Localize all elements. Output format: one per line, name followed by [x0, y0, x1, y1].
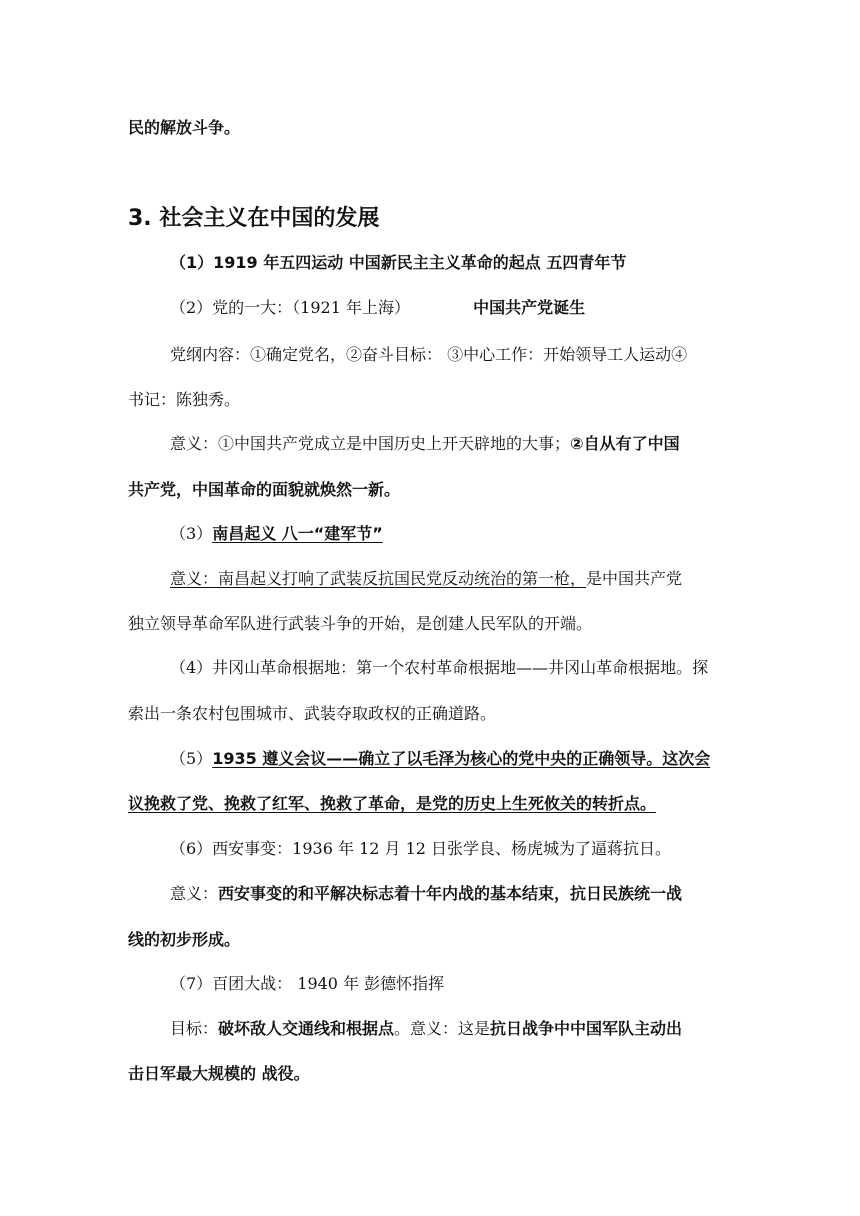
item-5-line2: 议挽救了党、挽救了红军、挽救了革命，是党的历史上生死攸关的转折点。 [128, 794, 657, 813]
item-6-meaning-line2: 线的初步形成。 [128, 930, 241, 949]
item-2-meaning-line1 [170, 434, 680, 454]
item-4-line2: 索出一条农村包围城市、武装夺取政权的正确道路。 [128, 704, 497, 723]
item-5-text-1: 1935 遵义会议——确立了以毛泽为核心的党中央的正确领导。这次会 [212, 749, 711, 768]
item-2 [170, 298, 585, 318]
item-6-meaning-label: 意义： [170, 884, 219, 903]
item-2-meaning-plain: 意义：①中国共产党成立是中国历史上开天辟地的大事； [170, 434, 571, 453]
item-2-label: （2）党的一大：（1921 年上海） [170, 298, 410, 317]
item-5-num: （5） [170, 749, 213, 768]
item-1: （1）1919 年五四运动 中国新民主主义革命的起点 五四青年节 [170, 253, 627, 272]
item-2-bold: 中国共产党诞生 [473, 298, 586, 317]
item-7-goal-label: 目标： [170, 1019, 219, 1038]
item-3-meaning-underlined: 意义：南昌起义打响了武装反抗国民党反动统治的第一枪， [170, 569, 587, 588]
item-7-goal-bold1: 破坏敌人交通线和根据点 [218, 1019, 395, 1038]
item-3-meaning-rest: 是中国共产党 [586, 569, 683, 588]
item-6: （6）西安事变：1936 年 12 月 12 日张学良、杨虎城为了逼蒋抗日。 [170, 839, 672, 858]
item-3-title: 南昌起义 八一“建军节” [212, 524, 383, 543]
item-5-line1 [170, 749, 710, 769]
section-heading: 3. 社会主义在中国的发展 [128, 206, 380, 231]
item-2-meaning-line2: 共产党，中国革命的面貌就焕然一新。 [128, 480, 401, 499]
lead-fragment: 民的解放斗争。 [128, 118, 241, 137]
item-3-meaning-line2: 独立领导革命军队进行武装斗争的开始，是创建人民军队的开端。 [128, 614, 593, 633]
item-3-meaning-line1 [160, 569, 682, 589]
item-4-line1: （4）井冈山革命根据地：第一个农村革命根据地——井冈山革命根据地。探 [170, 658, 709, 677]
item-3 [170, 524, 383, 544]
item-7-goal-mid: 。意义：这是 [394, 1019, 491, 1038]
item-2-program-line2: 书记：陈独秀。 [128, 390, 241, 409]
item-2-program-line1: 党纲内容：①确定党名，②奋斗目标： ③中心工作：开始领导工人运动④ [170, 345, 688, 364]
item-7-goal-bold2: 抗日战争中中国军队主动出 [490, 1019, 683, 1038]
item-7-goal-line1 [170, 1019, 682, 1039]
item-6-meaning-line1 [170, 884, 682, 904]
item-7: （7）百团大战： 1940 年 彭德怀指挥 [170, 974, 445, 993]
item-6-meaning-bold: 西安事变的和平解决标志着十年内战的基本结束，抗日民族统一战 [218, 884, 683, 903]
item-3-num: （3） [170, 524, 213, 543]
item-7-goal-line2: 击日军最大规模的 战役。 [128, 1064, 310, 1083]
item-2-meaning-bold: ②自从有了中国 [570, 434, 680, 453]
